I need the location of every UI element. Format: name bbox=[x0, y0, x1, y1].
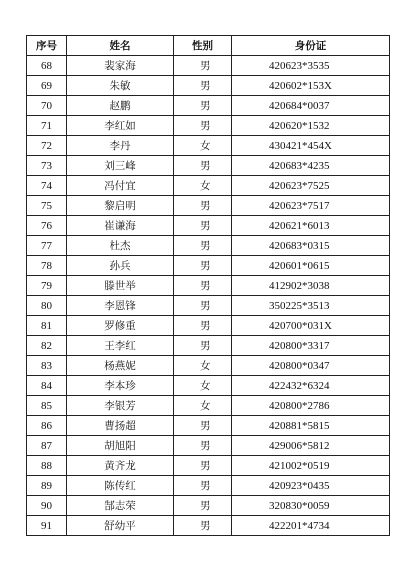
id-number-cell: 420602*153X bbox=[232, 76, 390, 96]
name-cell: 杜杰 bbox=[67, 236, 174, 256]
name-cell: 曹扬超 bbox=[67, 416, 174, 436]
gender-cell: 男 bbox=[174, 516, 232, 536]
table-row bbox=[27, 496, 390, 516]
gender-cell: 男 bbox=[174, 96, 232, 116]
table-row bbox=[27, 56, 390, 76]
serial-number-cell: 83 bbox=[27, 356, 67, 376]
table-row bbox=[27, 76, 390, 96]
id-number-cell: 420620*1532 bbox=[232, 116, 390, 136]
table-body bbox=[27, 56, 390, 536]
name-cell: 李银芳 bbox=[67, 396, 174, 416]
name-cell: 李恩锋 bbox=[67, 296, 174, 316]
gender-cell: 女 bbox=[174, 356, 232, 376]
name-cell: 冯付宜 bbox=[67, 176, 174, 196]
serial-number-cell: 74 bbox=[27, 176, 67, 196]
gender-cell: 男 bbox=[174, 456, 232, 476]
serial-number-cell: 84 bbox=[27, 376, 67, 396]
id-number-cell: 420881*5815 bbox=[232, 416, 390, 436]
table-row bbox=[27, 96, 390, 116]
serial-number-cell: 79 bbox=[27, 276, 67, 296]
id-number-cell: 420683*0315 bbox=[232, 236, 390, 256]
serial-number-cell: 78 bbox=[27, 256, 67, 276]
name-cell: 李红如 bbox=[67, 116, 174, 136]
id-number-cell: 420700*031X bbox=[232, 316, 390, 336]
name-cell: 李本珍 bbox=[67, 376, 174, 396]
id-number-cell: 430421*454X bbox=[232, 136, 390, 156]
header-name: 姓名 bbox=[67, 36, 174, 56]
serial-number-cell: 68 bbox=[27, 56, 67, 76]
id-number-cell: 420684*0037 bbox=[232, 96, 390, 116]
id-number-cell: 421002*0519 bbox=[232, 456, 390, 476]
name-cell: 崔谦海 bbox=[67, 216, 174, 236]
table-row bbox=[27, 256, 390, 276]
name-cell: 郜志荣 bbox=[67, 496, 174, 516]
id-number-cell: 420800*2786 bbox=[232, 396, 390, 416]
name-cell: 杨燕妮 bbox=[67, 356, 174, 376]
serial-number-cell: 75 bbox=[27, 196, 67, 216]
id-number-cell: 420623*7517 bbox=[232, 196, 390, 216]
gender-cell: 男 bbox=[174, 196, 232, 216]
name-cell: 刘三峰 bbox=[67, 156, 174, 176]
name-cell: 裴家海 bbox=[67, 56, 174, 76]
id-number-cell: 420800*0347 bbox=[232, 356, 390, 376]
gender-cell: 男 bbox=[174, 256, 232, 276]
id-number-cell: 420923*0435 bbox=[232, 476, 390, 496]
table-row bbox=[27, 276, 390, 296]
gender-cell: 男 bbox=[174, 156, 232, 176]
serial-number-cell: 87 bbox=[27, 436, 67, 456]
table-row bbox=[27, 436, 390, 456]
id-number-cell: 420800*3317 bbox=[232, 336, 390, 356]
gender-cell: 男 bbox=[174, 296, 232, 316]
gender-cell: 男 bbox=[174, 276, 232, 296]
table-row bbox=[27, 316, 390, 336]
serial-number-cell: 89 bbox=[27, 476, 67, 496]
name-cell: 胡旭阳 bbox=[67, 436, 174, 456]
serial-number-cell: 88 bbox=[27, 456, 67, 476]
gender-cell: 男 bbox=[174, 56, 232, 76]
serial-number-cell: 86 bbox=[27, 416, 67, 436]
header-serial-number: 序号 bbox=[27, 36, 67, 56]
name-cell: 赵鹏 bbox=[67, 96, 174, 116]
table-row bbox=[27, 396, 390, 416]
gender-cell: 男 bbox=[174, 336, 232, 356]
name-cell: 孙兵 bbox=[67, 256, 174, 276]
table-row bbox=[27, 456, 390, 476]
table-row bbox=[27, 336, 390, 356]
serial-number-cell: 82 bbox=[27, 336, 67, 356]
serial-number-cell: 90 bbox=[27, 496, 67, 516]
table-row bbox=[27, 516, 390, 536]
table-row bbox=[27, 136, 390, 156]
id-number-cell: 420623*3535 bbox=[232, 56, 390, 76]
serial-number-cell: 72 bbox=[27, 136, 67, 156]
serial-number-cell: 77 bbox=[27, 236, 67, 256]
table-row bbox=[27, 476, 390, 496]
serial-number-cell: 73 bbox=[27, 156, 67, 176]
serial-number-cell: 81 bbox=[27, 316, 67, 336]
serial-number-cell: 91 bbox=[27, 516, 67, 536]
name-cell: 李丹 bbox=[67, 136, 174, 156]
table-row bbox=[27, 156, 390, 176]
gender-cell: 男 bbox=[174, 476, 232, 496]
id-number-cell: 420621*6013 bbox=[232, 216, 390, 236]
table-row bbox=[27, 356, 390, 376]
gender-cell: 女 bbox=[174, 136, 232, 156]
gender-cell: 男 bbox=[174, 76, 232, 96]
gender-cell: 男 bbox=[174, 116, 232, 136]
name-cell: 滕世举 bbox=[67, 276, 174, 296]
table-row bbox=[27, 196, 390, 216]
table-row bbox=[27, 236, 390, 256]
name-cell: 黄齐龙 bbox=[67, 456, 174, 476]
gender-cell: 女 bbox=[174, 376, 232, 396]
name-cell: 舒幼平 bbox=[67, 516, 174, 536]
gender-cell: 女 bbox=[174, 396, 232, 416]
gender-cell: 男 bbox=[174, 316, 232, 336]
id-number-cell: 350225*3513 bbox=[232, 296, 390, 316]
id-number-cell: 422432*6324 bbox=[232, 376, 390, 396]
serial-number-cell: 71 bbox=[27, 116, 67, 136]
header-id-number: 身份证 bbox=[232, 36, 390, 56]
id-number-cell: 420683*4235 bbox=[232, 156, 390, 176]
gender-cell: 女 bbox=[174, 176, 232, 196]
gender-cell: 男 bbox=[174, 496, 232, 516]
serial-number-cell: 85 bbox=[27, 396, 67, 416]
table-row bbox=[27, 376, 390, 396]
name-cell: 王李红 bbox=[67, 336, 174, 356]
id-number-cell: 320830*0059 bbox=[232, 496, 390, 516]
id-number-cell: 412902*3038 bbox=[232, 276, 390, 296]
table-row bbox=[27, 296, 390, 316]
table-row bbox=[27, 176, 390, 196]
id-number-cell: 420601*0615 bbox=[232, 256, 390, 276]
gender-cell: 男 bbox=[174, 436, 232, 456]
serial-number-cell: 70 bbox=[27, 96, 67, 116]
id-number-cell: 420623*7525 bbox=[232, 176, 390, 196]
table-row bbox=[27, 416, 390, 436]
name-cell: 朱敏 bbox=[67, 76, 174, 96]
gender-cell: 男 bbox=[174, 236, 232, 256]
name-cell: 陈传红 bbox=[67, 476, 174, 496]
table-row bbox=[27, 116, 390, 136]
name-cell: 黎启明 bbox=[67, 196, 174, 216]
serial-number-cell: 76 bbox=[27, 216, 67, 236]
gender-cell: 男 bbox=[174, 416, 232, 436]
serial-number-cell: 80 bbox=[27, 296, 67, 316]
roster-table bbox=[26, 35, 390, 536]
serial-number-cell: 69 bbox=[27, 76, 67, 96]
gender-cell: 男 bbox=[174, 216, 232, 236]
table-header-row bbox=[27, 36, 390, 56]
name-cell: 罗修重 bbox=[67, 316, 174, 336]
id-number-cell: 429006*5812 bbox=[232, 436, 390, 456]
table-row bbox=[27, 216, 390, 236]
id-number-cell: 422201*4734 bbox=[232, 516, 390, 536]
header-gender: 性别 bbox=[174, 36, 232, 56]
